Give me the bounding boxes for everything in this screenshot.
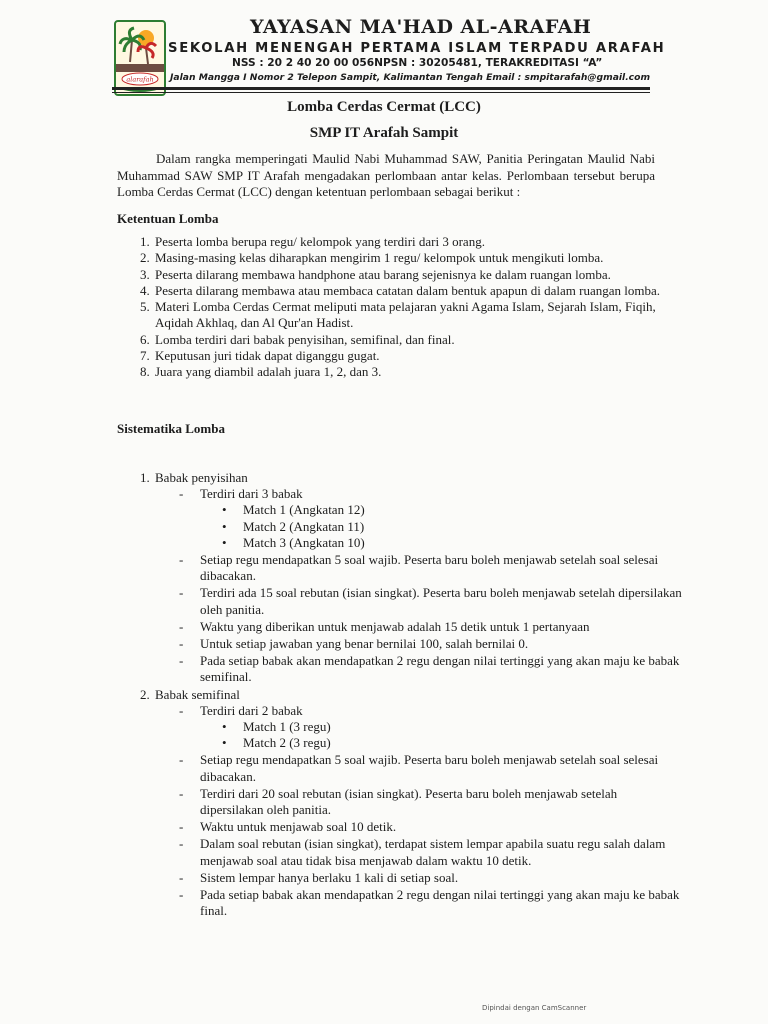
school-logo bbox=[114, 20, 166, 96]
round-rules-list bbox=[155, 703, 683, 920]
list-item: - Terdiri dari 20 soal rebutan (isian singkat). Peserta baru boleh menjawab setelah dipersilakan oleh panitia. bbox=[179, 786, 683, 818]
list-item: - Waktu untuk menjawab soal 10 detik. bbox=[179, 819, 683, 835]
intro-paragraph: Dalam rangka memperingati Maulid Nabi Muhammad SAW, Panitia Peringatan Maulid Nabi Muhammad SAW SMP IT Arafah mengadakan perlombaan antar kelas. Perlombaan tersebut berupa Lomba Cerdas Cermat (LCC) dengan ketentuan perlombaan sebagai berikut : bbox=[117, 151, 655, 199]
list-item: 1. Peserta lomba berupa regu/ kelompok yang terdiri dari 3 orang. bbox=[153, 234, 683, 250]
match-item: • Match 1 (3 regu) bbox=[222, 719, 683, 735]
logo-text: alarafah bbox=[126, 75, 154, 84]
ketentuan-list bbox=[117, 234, 683, 381]
list-item: - Pada setiap babak akan mendapatkan 2 regu dengan nilai tertinggi yang akan maju ke babak semifinal. bbox=[179, 653, 683, 685]
list-item: - Untuk setiap jawaban yang benar bernilai 100, salah bernilai 0. bbox=[179, 636, 683, 652]
list-item: - Waktu yang diberikan untuk menjawab adalah 15 detik untuk 1 pertanyaan bbox=[179, 619, 683, 635]
list-item: 4. Peserta dilarang membawa atau membaca catatan dalam bentuk apapun di dalam ruangan lomba. bbox=[153, 283, 683, 299]
match-list bbox=[200, 502, 683, 551]
list-item: - Pada setiap babak akan mendapatkan 2 regu dengan nilai tertinggi yang akan maju ke babak final. bbox=[179, 887, 683, 919]
list-item: - Setiap regu mendapatkan 5 soal wajib. Peserta baru boleh menjawab setelah soal selesai dibacakan. bbox=[179, 752, 683, 784]
match-item: • Match 2 (3 regu) bbox=[222, 735, 683, 751]
list-item: 5. Materi Lomba Cerdas Cermat meliputi mata pelajaran yakni Agama Islam, Sejarah Islam, Fiqih, Aqidah Akhlaq, dan Al Qur'an Hadist. bbox=[153, 299, 683, 332]
round-name: Babak penyisihan bbox=[155, 470, 248, 485]
list-item bbox=[179, 486, 683, 551]
sistematika-list bbox=[117, 470, 683, 920]
round-name: Babak semifinal bbox=[155, 686, 240, 702]
school-registration: NSS : 20 2 40 20 00 056NPSN : 30205481, TERAKREDITASI “A” bbox=[232, 57, 603, 69]
round-rules-list bbox=[155, 486, 683, 685]
list-item bbox=[179, 703, 683, 752]
scanner-watermark: Dipindai dengan CamScanner bbox=[482, 1004, 587, 1012]
school-logo-graphic bbox=[116, 22, 164, 94]
letterhead-divider-thin bbox=[112, 92, 650, 93]
list-item: 2. Masing-masing kelas diharapkan mengirim 1 regu/ kelompok untuk mengikuti lomba. bbox=[153, 250, 683, 266]
section-heading-sistematika: Sistematika Lomba bbox=[117, 421, 225, 436]
list-item: 6. Lomba terdiri dari babak penyisihan, semifinal, dan final. bbox=[153, 332, 683, 348]
round-item-penyisihan bbox=[153, 470, 683, 686]
document-title: Lomba Cerdas Cermat (LCC) bbox=[287, 99, 481, 115]
list-item: - Sistem lempar hanya berlaku 1 kali di setiap soal. bbox=[179, 870, 683, 886]
round-item-semifinal bbox=[153, 687, 683, 920]
foundation-name: YAYASAN MA'HAD AL-ARAFAH bbox=[250, 16, 592, 38]
list-item: 8. Juara yang diambil adalah juara 1, 2, dan 3. bbox=[153, 364, 683, 380]
list-item: - Dalam soal rebutan (isian singkat), terdapat sistem lempar apabila suatu regu salah dalam menjawab soal atau tidak bisa menjawab dalam waktu 10 detik. bbox=[179, 836, 683, 868]
match-item: • Match 1 (Angkatan 12) bbox=[222, 502, 683, 518]
school-name: SEKOLAH MENENGAH PERTAMA ISLAM TERPADU ARAFAH bbox=[168, 41, 666, 56]
school-address: Jalan Mangga I Nomor 2 Telepon Sampit, Kalimantan Tengah Email : smpitarafah@gmail.com bbox=[170, 72, 651, 83]
round-structure: Terdiri dari 2 babak bbox=[200, 702, 303, 718]
letterhead-divider-thick bbox=[112, 87, 650, 90]
list-item: - Setiap regu mendapatkan 5 soal wajib. Peserta baru boleh menjawab setelah soal selesai dibacakan. bbox=[179, 552, 683, 584]
list-item: - Terdiri ada 15 soal rebutan (isian singkat). Peserta baru boleh menjawab setelah dipersilakan oleh panitia. bbox=[179, 585, 683, 617]
list-item: 7. Keputusan juri tidak dapat diganggu gugat. bbox=[153, 348, 683, 364]
section-heading-ketentuan: Ketentuan Lomba bbox=[117, 211, 219, 226]
document-subtitle: SMP IT Arafah Sampit bbox=[309, 125, 459, 141]
match-item: • Match 2 (Angkatan 11) bbox=[222, 519, 683, 535]
match-list bbox=[200, 719, 683, 751]
match-item: • Match 3 (Angkatan 10) bbox=[222, 535, 683, 551]
list-item: 3. Peserta dilarang membawa handphone atau barang sejenisnya ke dalam ruangan lomba. bbox=[153, 267, 683, 283]
round-structure: Terdiri dari 3 babak bbox=[200, 486, 303, 502]
